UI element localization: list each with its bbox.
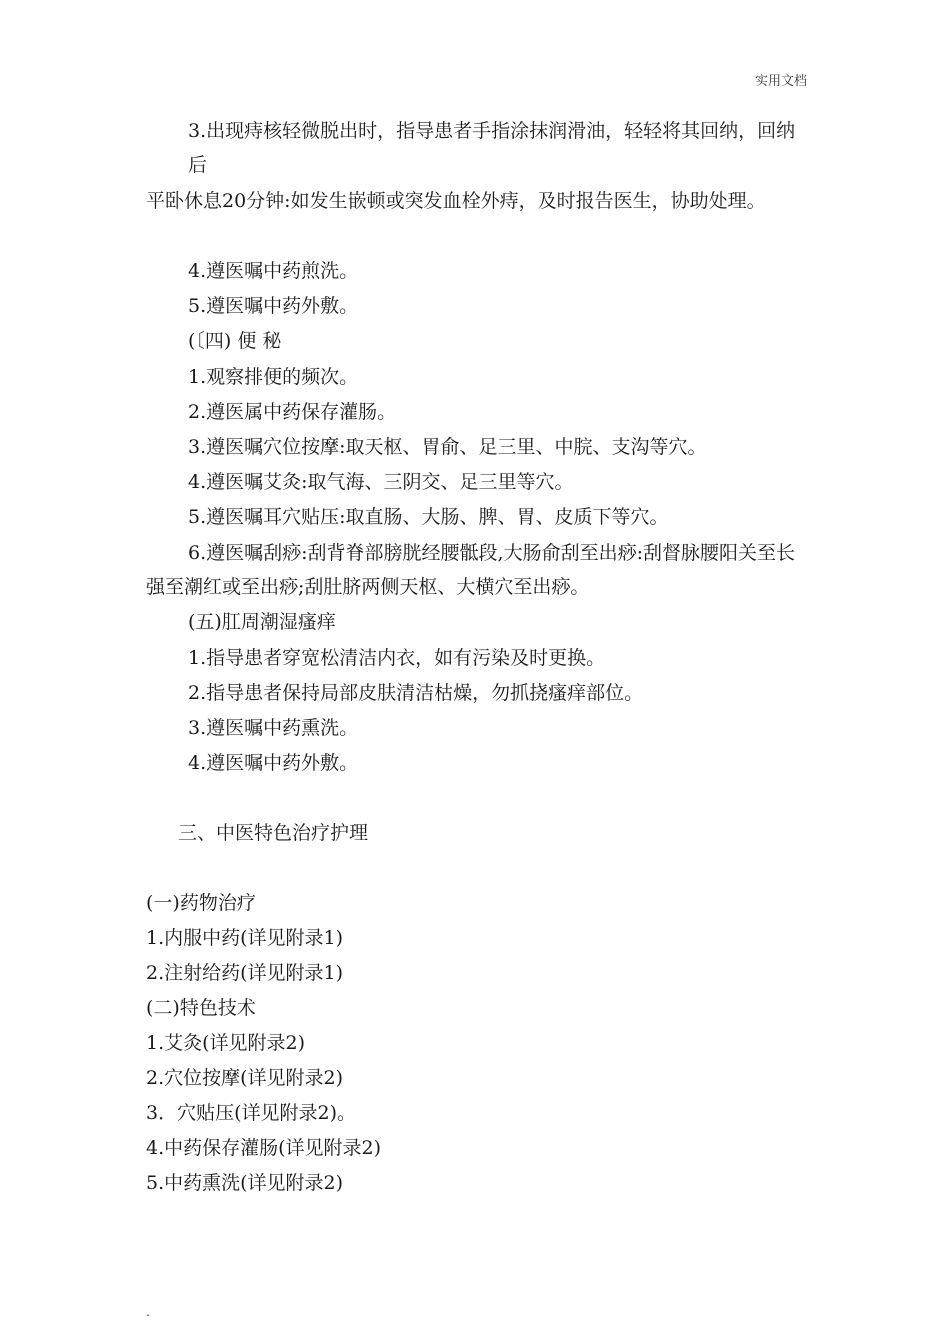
list-item: 4.中药保存灌肠(详见附录2): [146, 1137, 382, 1159]
paragraph: 3.出现痔核轻微脱出时，指导患者手指涂抹润滑油，轻轻将其回纳，回纳后: [188, 120, 796, 176]
paragraph: 6.遵医嘱刮痧:刮背脊部膀胱经腰骶段,大肠俞刮至出痧:刮督脉腰阳关至长强至潮红或至出痧;刮肚脐两侧天枢、大横穴至出痧。: [146, 542, 795, 598]
paragraph: 3.遵医嘱穴位按摩:取天枢、胃俞、足三里、中脘、支沟等穴。: [188, 436, 707, 458]
list-item: 3．穴贴压(详见附录2)。: [146, 1102, 357, 1124]
paragraph: 1.观察排便的频次。: [188, 366, 359, 388]
paragraph: 2.指导患者保持局部皮肤清洁枯燥，勿抓挠瘙痒部位。: [188, 682, 644, 704]
section-title: 三、中医特色治疗护理: [178, 822, 369, 844]
paragraph: 平卧休息20分钟:如发生嵌顿或突发血栓外痔，及时报告医生，协助处理。: [146, 190, 766, 212]
subheading: (〔四) 便 秘: [188, 330, 282, 352]
list-item: 2.注射给药(详见附录1): [146, 962, 344, 984]
paragraph: 4.遵医嘱中药外敷。: [188, 752, 359, 774]
paragraph: 4.遵医嘱艾灸:取气海、三阴交、足三里等穴。: [188, 471, 574, 493]
list-item: 1.内服中药(详见附录1): [146, 927, 344, 949]
paragraph: 5.遵医嘱耳穴贴压:取直肠、大肠、脾、胃、皮质下等穴。: [188, 506, 669, 528]
paragraph: 2.遵医属中药保存灌肠。: [188, 401, 397, 423]
page-header: 实用文档: [754, 74, 807, 89]
list-item: 1.艾灸(详见附录2): [146, 1032, 306, 1054]
subheading: (五)肛周潮湿瘙痒: [188, 611, 336, 633]
paragraph: 1.指导患者穿宽松清洁内衣，如有污染及时更换。: [188, 647, 606, 669]
footer-mark: .: [146, 1305, 150, 1319]
list-item: (一)药物治疗: [146, 892, 256, 914]
paragraph: 5.遵医嘱中药外敷。: [188, 295, 359, 317]
list-item: (二)特色技术: [146, 997, 256, 1019]
list-item: 2.穴位按摩(详见附录2): [146, 1067, 344, 1089]
paragraph: 4.遵医嘱中药煎洗。: [188, 260, 359, 282]
paragraph: 3.遵医嘱中药熏洗。: [188, 717, 359, 739]
list-item: 5.中药熏洗(详见附录2): [146, 1172, 344, 1194]
